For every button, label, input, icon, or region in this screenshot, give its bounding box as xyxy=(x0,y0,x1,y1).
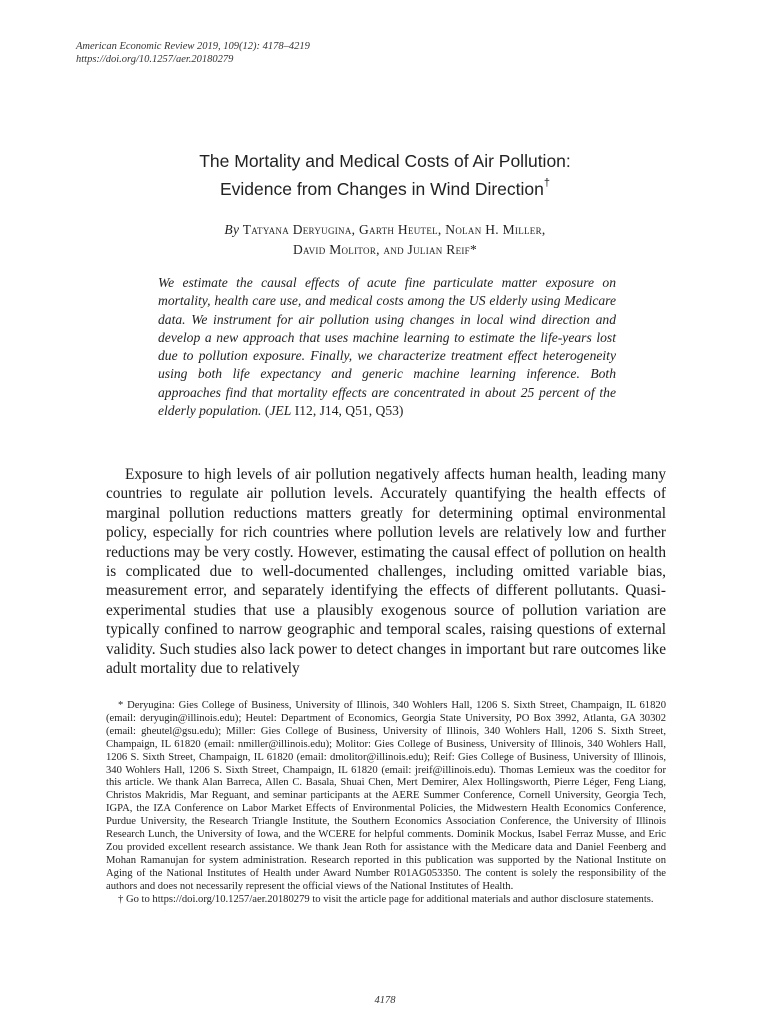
jel-label: JEL xyxy=(269,403,292,419)
title-line-2-text: Evidence from Changes in Wind Direction xyxy=(219,178,544,199)
article-title xyxy=(100,149,670,201)
affiliation-footnote: * Deryugina: Gies College of Business, University of Illinois, 340 Wohlers Hall, 1206 S. Sixth Street, Champaign, IL 61820 (email: deryugin@illinois.edu); Heutel: Department of Economics, Georgia State University, PO Box 3992, Atlanta, GA 30302 (email: gheutel@gsu.edu); Miller: Gies College of Business, University of Illinois, 340 Wohlers Hall, 1206 S. Sixth Street, Champaign, IL 61820 (email: nmiller@illinois.edu); Molitor: Gies College of Business, University of Illinois, 340 Wohlers Hall, 1206 S. Sixth Street, Champaign, IL 61820 (email: dmolitor@illinois.edu); Reif: Gies College of Business, University of Illinois, 340 Wohlers Hall, 1206 S. Sixth Street, Champaign, IL 61820 (email: jreif@illinois.edu). Thomas Lemieux was the coeditor for this article. We thank Alan Barreca, Allen C. Basala, Shuai Chen, Mert Demirer, Alex Hollingsworth, Pierre Léger, Feng Liang, Christos Makridis, Mar Reguant, and seminar participants at the AERE Summer Conference, Cornell University, Georgia Tech, IGPA, the IZA Conference on Labor Market Effects of Environmental Policies, the Midwestern Health Economics Conference, Purdue University, the Research Triangle Institute, the Southern Economics Association Conference, the University of Illinois Research Lunch, the University of Iowa, and the WCERE for helpful comments. Dominik Mockus, Isabel Ferraz Musse, and Eric Zou provided excellent research assistance. We thank Jean Roth for assistance with the Medicare data and Daniel Feenberg and Mohan Ramanujan for system administration. Research reported in this publication was supported by the National Institute on Aging of the National Institutes of Health under Award Number R01AG053350. The content is solely the responsibility of the authors and does not necessarily represent the official views of the National Institutes of Health. xyxy=(106,700,666,892)
title-line-1: The Mortality and Medical Costs of Air Pollution: xyxy=(199,151,571,171)
footnotes xyxy=(106,700,666,907)
journal-line: American Economic Review 2019, 109(12): 4178–4219 xyxy=(76,41,310,52)
jel-codes: (JEL I12, J14, Q51, Q53) xyxy=(264,403,404,419)
author-list xyxy=(120,220,650,260)
intro-paragraph: Exposure to high levels of air pollution negatively affects human health, leading many countries to regulate air pollution levels. Accurately quantifying the health effects of marginal pollution reductions matters greatly for determining optimal environmental policy, especially for rich countries where pollution levels are relatively low and further reductions may be very costly. However, estimating the causal effect of pollution on health is complicated due to well-documented challenges, including omitted variable bias, measurement error, and separately identifying the effects of different pollutants. Quasi-experimental studies that use a plausibly exogenous source of pollution variation are typically confined to narrow geographic and temporal scales, raising questions of external validity. Such studies also lack power to detect changes in important but rare outcomes like adult mortality due to relatively xyxy=(106,466,666,678)
abstract xyxy=(158,274,616,420)
by-word: By xyxy=(224,222,240,237)
dagger-footnote: † Go to https://doi.org/10.1257/aer.20180279 to visit the article page for additional materials and author disclosure statements. xyxy=(118,893,654,905)
abstract-text: We estimate the causal effects of acute fine particulate matter exposure on mortality, health care use, and medical costs among the US elderly using Medicare data. We instrument for air pollution using changes in local wind direction and develop a new approach that uses machine learning to estimate the life-years lost due to pollution exposure. Finally, we characterize treatment effect heterogeneity using both life expectancy and generic machine learning inference. Both approaches find that mortality effects are concentrated in about 25 percent of the elderly population. xyxy=(158,275,616,419)
title-dagger-mark[interactable]: † xyxy=(543,177,551,189)
title-line-2 xyxy=(100,173,670,201)
author-names-1: Tatyana Deryugina, Garth Heutel, Nolan H. Miller, xyxy=(242,222,546,237)
author-line-1 xyxy=(120,220,650,240)
doi-link[interactable]: https://doi.org/10.1257/aer.20180279 xyxy=(76,54,234,65)
jel-code-list: I12, J14, Q51, Q53 xyxy=(294,403,399,419)
journal-citation xyxy=(76,40,310,66)
author-line-2: David Molitor, and Julian Reif* xyxy=(292,242,478,257)
page-number: 4178 xyxy=(374,995,396,1006)
